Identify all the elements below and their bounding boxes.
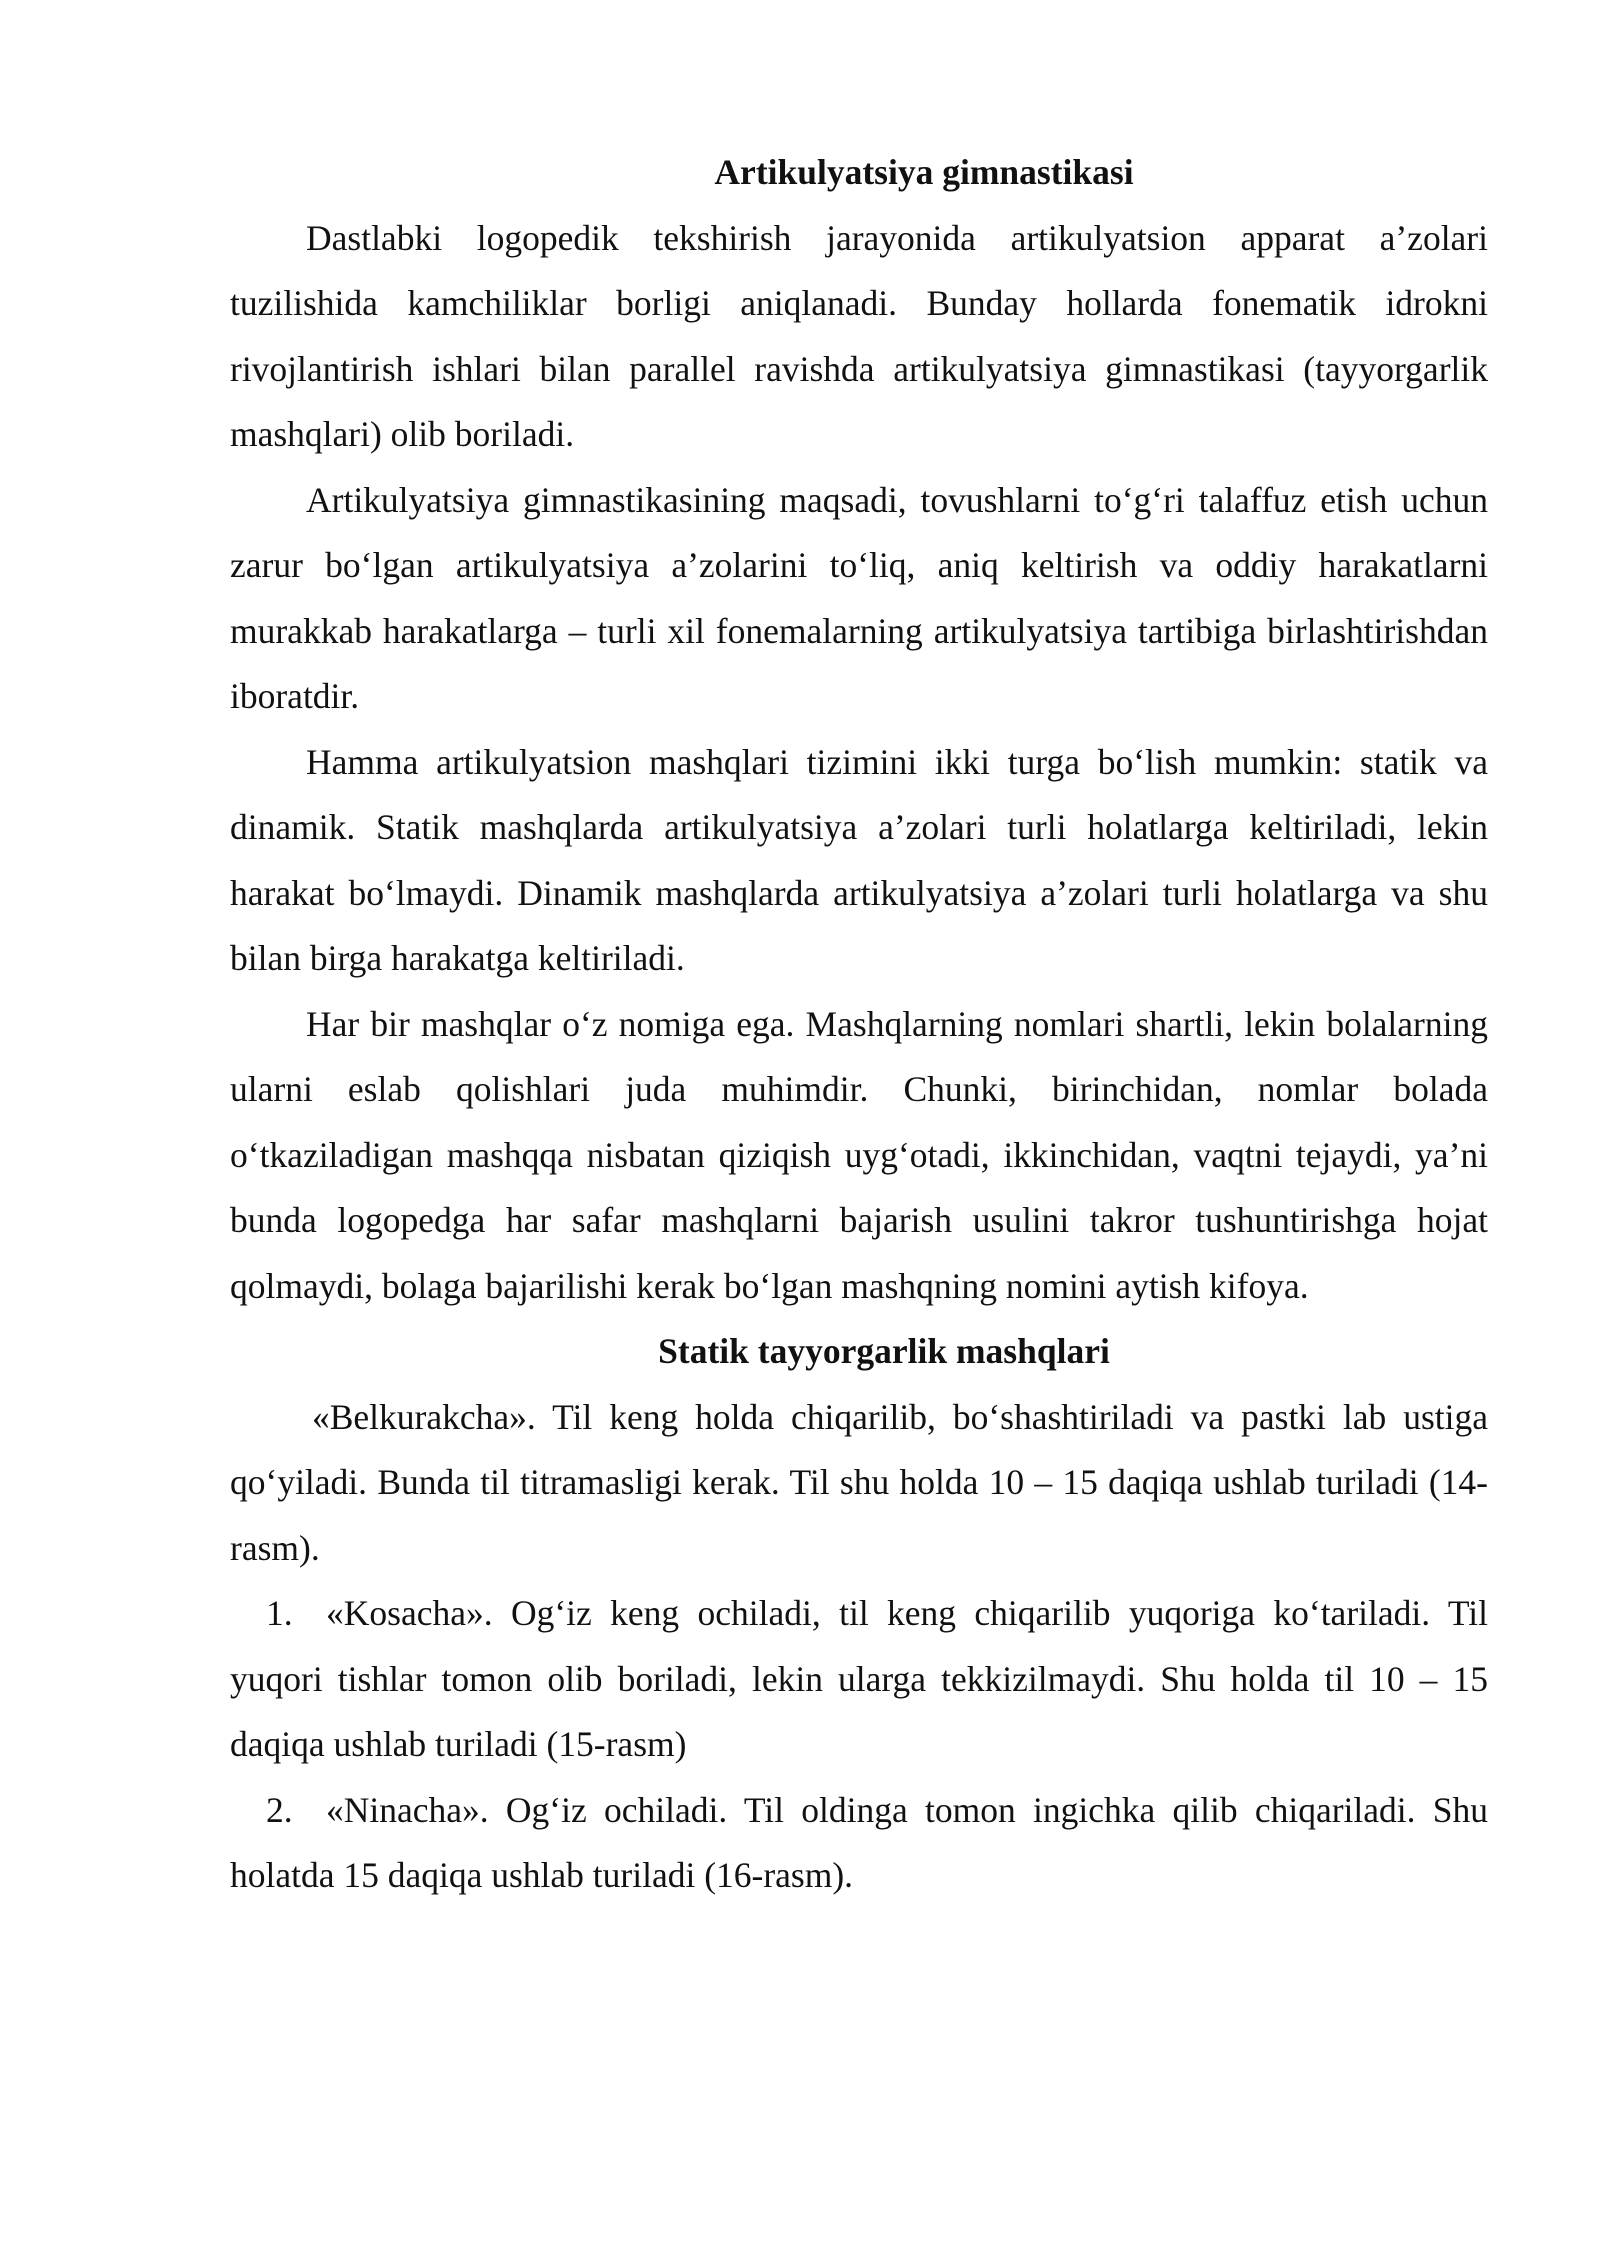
paragraph-purpose: Artikulyatsiya gimnastikasining maqsadi, tovushlarni to‘g‘ri talaffuz etish uchun zarur bo‘lgan artikulyatsiya a’zolarini to‘liq, aniq keltirish va oddiy harakatlarni murakkab harakatlarga – turli xil fonemalarning artikulyatsiya tartibiga birlashtirishdan iboratdir.	[230, 479, 1488, 716]
exercise-text: «Ninacha». Og‘iz ochiladi. Til oldinga tomon ingichka qilib chiqariladi. Shu holatda 15 daqiqa ushlab turiladi (16-rasm).	[230, 1789, 1488, 1895]
exercise-text: «Kosacha». Og‘iz keng ochiladi, til keng chiqarilib yuqoriga ko‘tariladi. Til yuqori tishlar tomon olib boriladi, lekin ularga tekkizilmaydi. Shu holda til 10 – 15 daqiqa ushlab turiladi (15-rasm)	[230, 1593, 1488, 1764]
exercise-item	[230, 1778, 1488, 1909]
exercise-number: 2.	[266, 1789, 293, 1830]
paragraph-intro: Dastlabki logopedik tekshirish jarayonida artikulyatsion apparat a’zolari tuzilishida kamchiliklar borligi aniqlanadi. Bunday hollarda fonematik idrokni rivojlantirish ishlari bilan parallel ravishda artikulyatsiya gimnastikasi (tayyorgarlik mashqlari) olib boriladi.	[230, 217, 1488, 454]
paragraph-names: Har bir mashqlar o‘z nomiga ega. Mashqlarning nomlari shartli, lekin bolalarning ularni eslab qolishlari juda muhimdir. Chunki, birinchidan, nomlar bolada o‘tkaziladigan mashqqa nisbatan qiziqish uyg‘otadi, ikkinchidan, vaqtni tejaydi, ya’ni bunda logopedga har safar mashqlarni bajarish usulini takror tushuntirishga hojat qolmaydi, bolaga bajarilishi kerak bo‘lgan mashqning nomini aytish kifoya.	[230, 1003, 1488, 1306]
page-title: Artikulyatsiya gimnastikasi	[714, 152, 1134, 192]
exercise-item	[230, 1581, 1488, 1778]
document-page	[230, 140, 1488, 1909]
exercise-number: 1.	[266, 1593, 293, 1633]
paragraph-types: Hamma artikulyatsion mashqlari tizimini ikki turga bo‘lish mumkin: statik va dinamik. Statik mashqlarda artikulyatsiya a’zolari turli holatlarga keltiriladi, lekin harakat bo‘lmaydi. Dinamik mashqlarda artikulyatsiya a’zolari turli holatlarga va shu bilan birga harakatga keltiriladi.	[230, 741, 1488, 978]
exercise-belkurakcha: «Belkurakcha». Til keng holda chiqarilib, bo‘shashtiriladi va pastki lab ustiga qo‘yiladi. Bunda til titramasligi kerak. Til shu holda 10 – 15 daqiqa ushlab turiladi (14-rasm).	[230, 1396, 1488, 1568]
section-title: Statik tayyorgarlik mashqlari	[658, 1331, 1110, 1371]
